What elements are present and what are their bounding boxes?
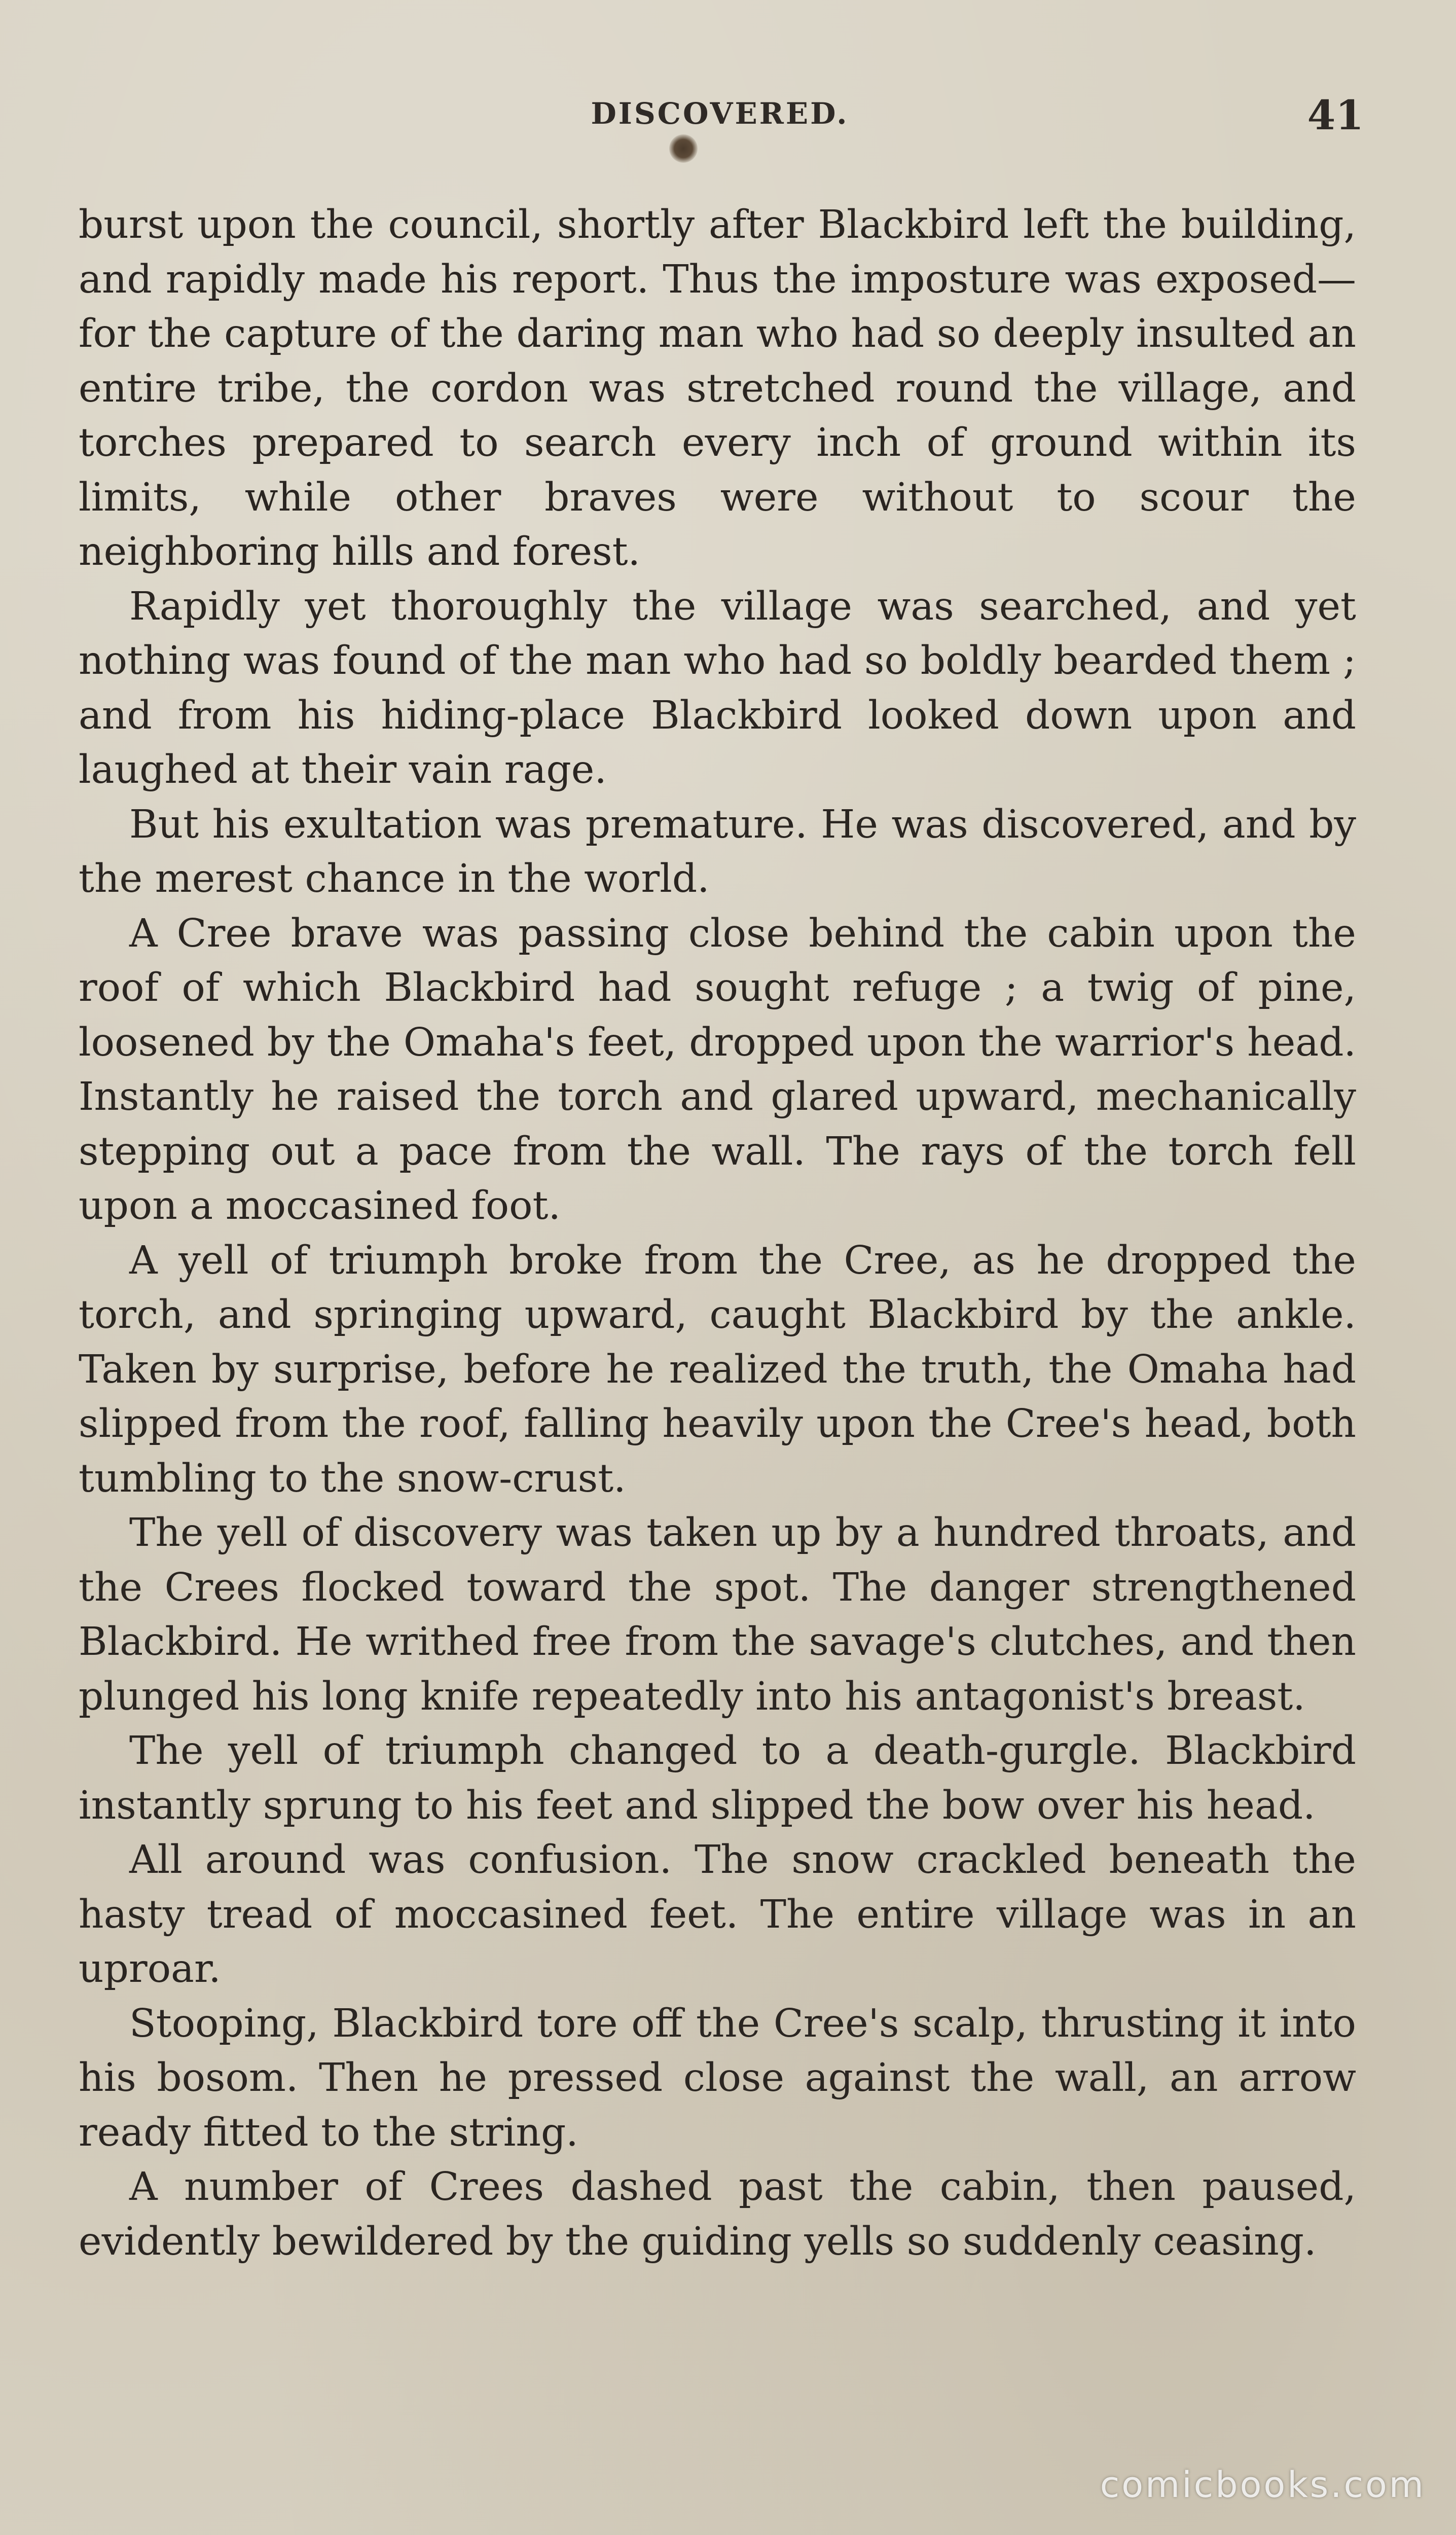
paragraph-6: The yell of discovery was taken up by a hundred throats, and the Crees flocked toward the spot. The danger strengthened Blackbird. He writhed free from the savage's clutches, and then plunged his long knife repeatedly into his antagonist's breast. xyxy=(79,1510,1356,1719)
paragraph-7: The yell of triumph changed to a death-gurgle. Blackbird instantly sprung to his feet and slipped the bow over his head. xyxy=(79,1728,1356,1828)
ink-stain xyxy=(669,134,698,163)
paragraph-10: A number of Crees dashed past the cabin, then paused, evidently bewildered by the guiding yells so suddenly ceasing. xyxy=(79,2164,1356,2264)
watermark: comicbooks.com xyxy=(1100,2464,1426,2506)
paragraph-2: Rapidly yet thoroughly the village was searched, and yet nothing was found of the man who had so boldly bearded them ; and from his hiding-place Blackbird looked down upon and laughed at their vain rage. xyxy=(79,584,1356,792)
paragraph-5: A yell of triumph broke from the Cree, as he dropped the torch, and springing upward, caught Blackbird by the ankle. Taken by surprise, before he realized the truth, the Omaha had slipped from the roof, falling heavily upon the Cree's head, both tumbling to the snow-crust. xyxy=(79,1238,1356,1501)
page-header xyxy=(76,91,1364,137)
running-title: DISCOVERED. xyxy=(591,96,849,131)
paragraph-9: Stooping, Blackbird tore off the Cree's scalp, thrusting it into his bosom. Then he pressed close against the wall, an arrow ready fitted to the string. xyxy=(79,2001,1356,2155)
paragraph-3: But his exultation was premature. He was discovered, and by the merest chance in the world. xyxy=(79,802,1356,901)
body-text xyxy=(79,198,1356,2269)
paragraph-1: burst upon the council, shortly after Blackbird left the building, and rapidly made his report. Thus the imposture was exposed—for the capture of the daring man who had so deeply insulted an entire tribe, the cordon was stretched round the village, and torches prepared to search every inch of ground within its limits, while other braves were without to scour the neighboring hills and forest. xyxy=(79,202,1356,574)
page-number: 41 xyxy=(1307,91,1364,139)
paragraph-8: All around was confusion. The snow crackled beneath the hasty tread of moccasined feet. The entire village was in an uproar. xyxy=(79,1837,1356,1991)
paragraph-4: A Cree brave was passing close behind the cabin upon the roof of which Blackbird had sought refuge ; a twig of pine, loosened by the Omaha's feet, dropped upon the warrior's head. Instantly he raised the torch and glared upward, mechanically stepping out a pace from the wall. The rays of the torch fell upon a moccasined foot. xyxy=(79,911,1356,1228)
